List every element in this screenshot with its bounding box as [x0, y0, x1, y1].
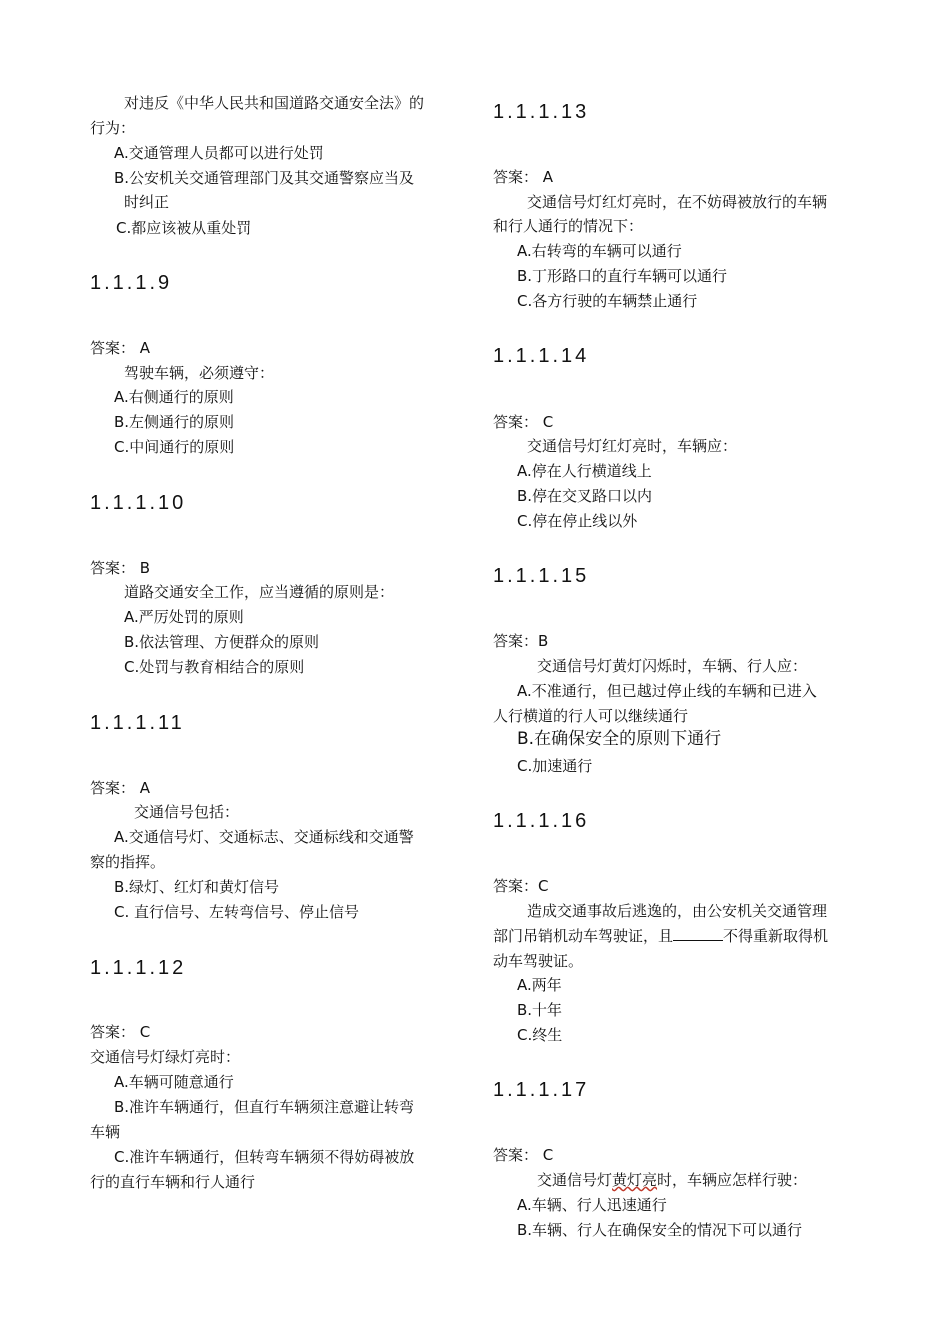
answer-label: 答案： C	[493, 413, 554, 431]
stem-text: 时，车辆应怎样行驶：	[657, 1171, 808, 1189]
option-c: C.处罚与教育相结合的原则	[124, 658, 305, 676]
fill-in-blank	[673, 926, 723, 941]
option-b: B.依法管理、方便群众的原则	[124, 633, 320, 651]
stem-text: 交通信号灯	[537, 1171, 613, 1189]
option-b: B.在确保安全的原则下通行	[517, 729, 722, 749]
question-stem: 驾驶车辆，必须遵守：	[124, 364, 275, 382]
option-b: B.停在交叉路口以内	[517, 487, 653, 505]
question-heading: 1.1.1.13	[493, 101, 590, 123]
question-heading: 1.1.1.9	[90, 272, 173, 294]
question-stem	[537, 1170, 807, 1190]
option-a: A.交通管理人员都可以进行处罚	[114, 144, 324, 162]
option-a: 人行横道的行人可以继续通行	[493, 707, 689, 725]
question-stem: 交通信号包括：	[134, 803, 240, 821]
option-c: C.各方行驶的车辆禁止通行	[517, 292, 698, 310]
option-a: A.两年	[517, 976, 562, 994]
option-a: A.车辆、行人迅速通行	[517, 1196, 667, 1214]
question-stem: 造成交通事故后逃逸的，由公安机关交通管理	[527, 902, 828, 920]
answer-label: 答案： A	[90, 779, 151, 797]
option-b: B.丁形路口的直行车辆可以通行	[517, 267, 728, 285]
option-c: C.停在停止线以外	[517, 512, 638, 530]
option-c: C. 直行信号、左转弯信号、停止信号	[114, 903, 360, 921]
stem-text: 部门吊销机动车驾驶证，且	[493, 927, 674, 945]
option-c: C.中间通行的原则	[114, 438, 235, 456]
answer-label: 答案： A	[493, 168, 554, 186]
option-a: A.车辆可随意通行	[114, 1073, 234, 1091]
option-a: A.右侧通行的原则	[114, 388, 234, 406]
option-b: 时纠正	[124, 193, 170, 211]
option-a: A.交通信号灯、交通标志、交通标线和交通警	[114, 828, 414, 846]
option-a: A.严厉处罚的原则	[124, 608, 244, 626]
question-stem: 交通信号灯红灯亮时，车辆应：	[527, 437, 738, 455]
option-b: B.公安机关交通管理部门及其交通警察应当及	[114, 169, 415, 187]
option-a: 察的指挥。	[90, 853, 166, 871]
option-b: B.左侧通行的原则	[114, 413, 235, 431]
answer-label: 答案： A	[90, 339, 151, 357]
question-stem: 和行人通行的情况下：	[493, 217, 644, 235]
answer-label: 答案：C	[493, 877, 549, 895]
option-b: B.绿灯、红灯和黄灯信号	[114, 878, 280, 896]
question-heading: 1.1.1.12	[90, 957, 187, 979]
option-a: A.停在人行横道线上	[517, 462, 652, 480]
question-stem: 对违反《中华人民共和国道路交通安全法》的	[124, 94, 425, 112]
option-c: 行的直行车辆和行人通行	[90, 1173, 256, 1191]
question-heading: 1.1.1.16	[493, 810, 590, 832]
option-b: 车辆	[90, 1123, 121, 1141]
answer-label: 答案：B	[493, 632, 549, 650]
stem-text: 不得重新取得机	[723, 927, 829, 945]
question-heading: 1.1.1.15	[493, 565, 590, 587]
question-stem: 道路交通安全工作，应当遵循的原则是：	[124, 583, 395, 601]
question-stem: 交通信号灯绿灯亮时：	[90, 1048, 241, 1066]
option-b: B.车辆、行人在确保安全的情况下可以通行	[517, 1221, 803, 1239]
question-stem: 交通信号灯黄灯闪烁时，车辆、行人应：	[537, 657, 808, 675]
question-heading: 1.1.1.10	[90, 492, 187, 514]
answer-label: 答案： B	[90, 559, 151, 577]
question-stem: 交通信号灯红灯亮时，在不妨碍被放行的车辆	[527, 193, 828, 211]
option-c: C.都应该被从重处罚	[116, 219, 252, 237]
option-a: A.不准通行，但已越过停止线的车辆和已进入	[517, 682, 817, 700]
underlined-text: 黄灯亮	[612, 1171, 658, 1189]
option-c: C.终生	[517, 1026, 563, 1044]
question-stem	[493, 926, 828, 946]
question-heading: 1.1.1.14	[493, 345, 590, 367]
question-heading: 1.1.1.17	[493, 1079, 590, 1101]
option-a: A.右转弯的车辆可以通行	[517, 242, 682, 260]
option-b: B.准许车辆通行，但直行车辆须注意避让转弯	[114, 1098, 415, 1116]
option-c: C.准许车辆通行，但转弯车辆须不得妨碍被放	[114, 1148, 415, 1166]
question-heading: 1.1.1.11	[90, 712, 185, 734]
answer-label: 答案： C	[493, 1146, 554, 1164]
question-stem: 行为：	[90, 119, 136, 137]
answer-label: 答案： C	[90, 1023, 151, 1041]
question-stem: 动车驾驶证。	[493, 952, 584, 970]
option-b: B.十年	[517, 1001, 563, 1019]
option-c: C.加速通行	[517, 757, 593, 775]
